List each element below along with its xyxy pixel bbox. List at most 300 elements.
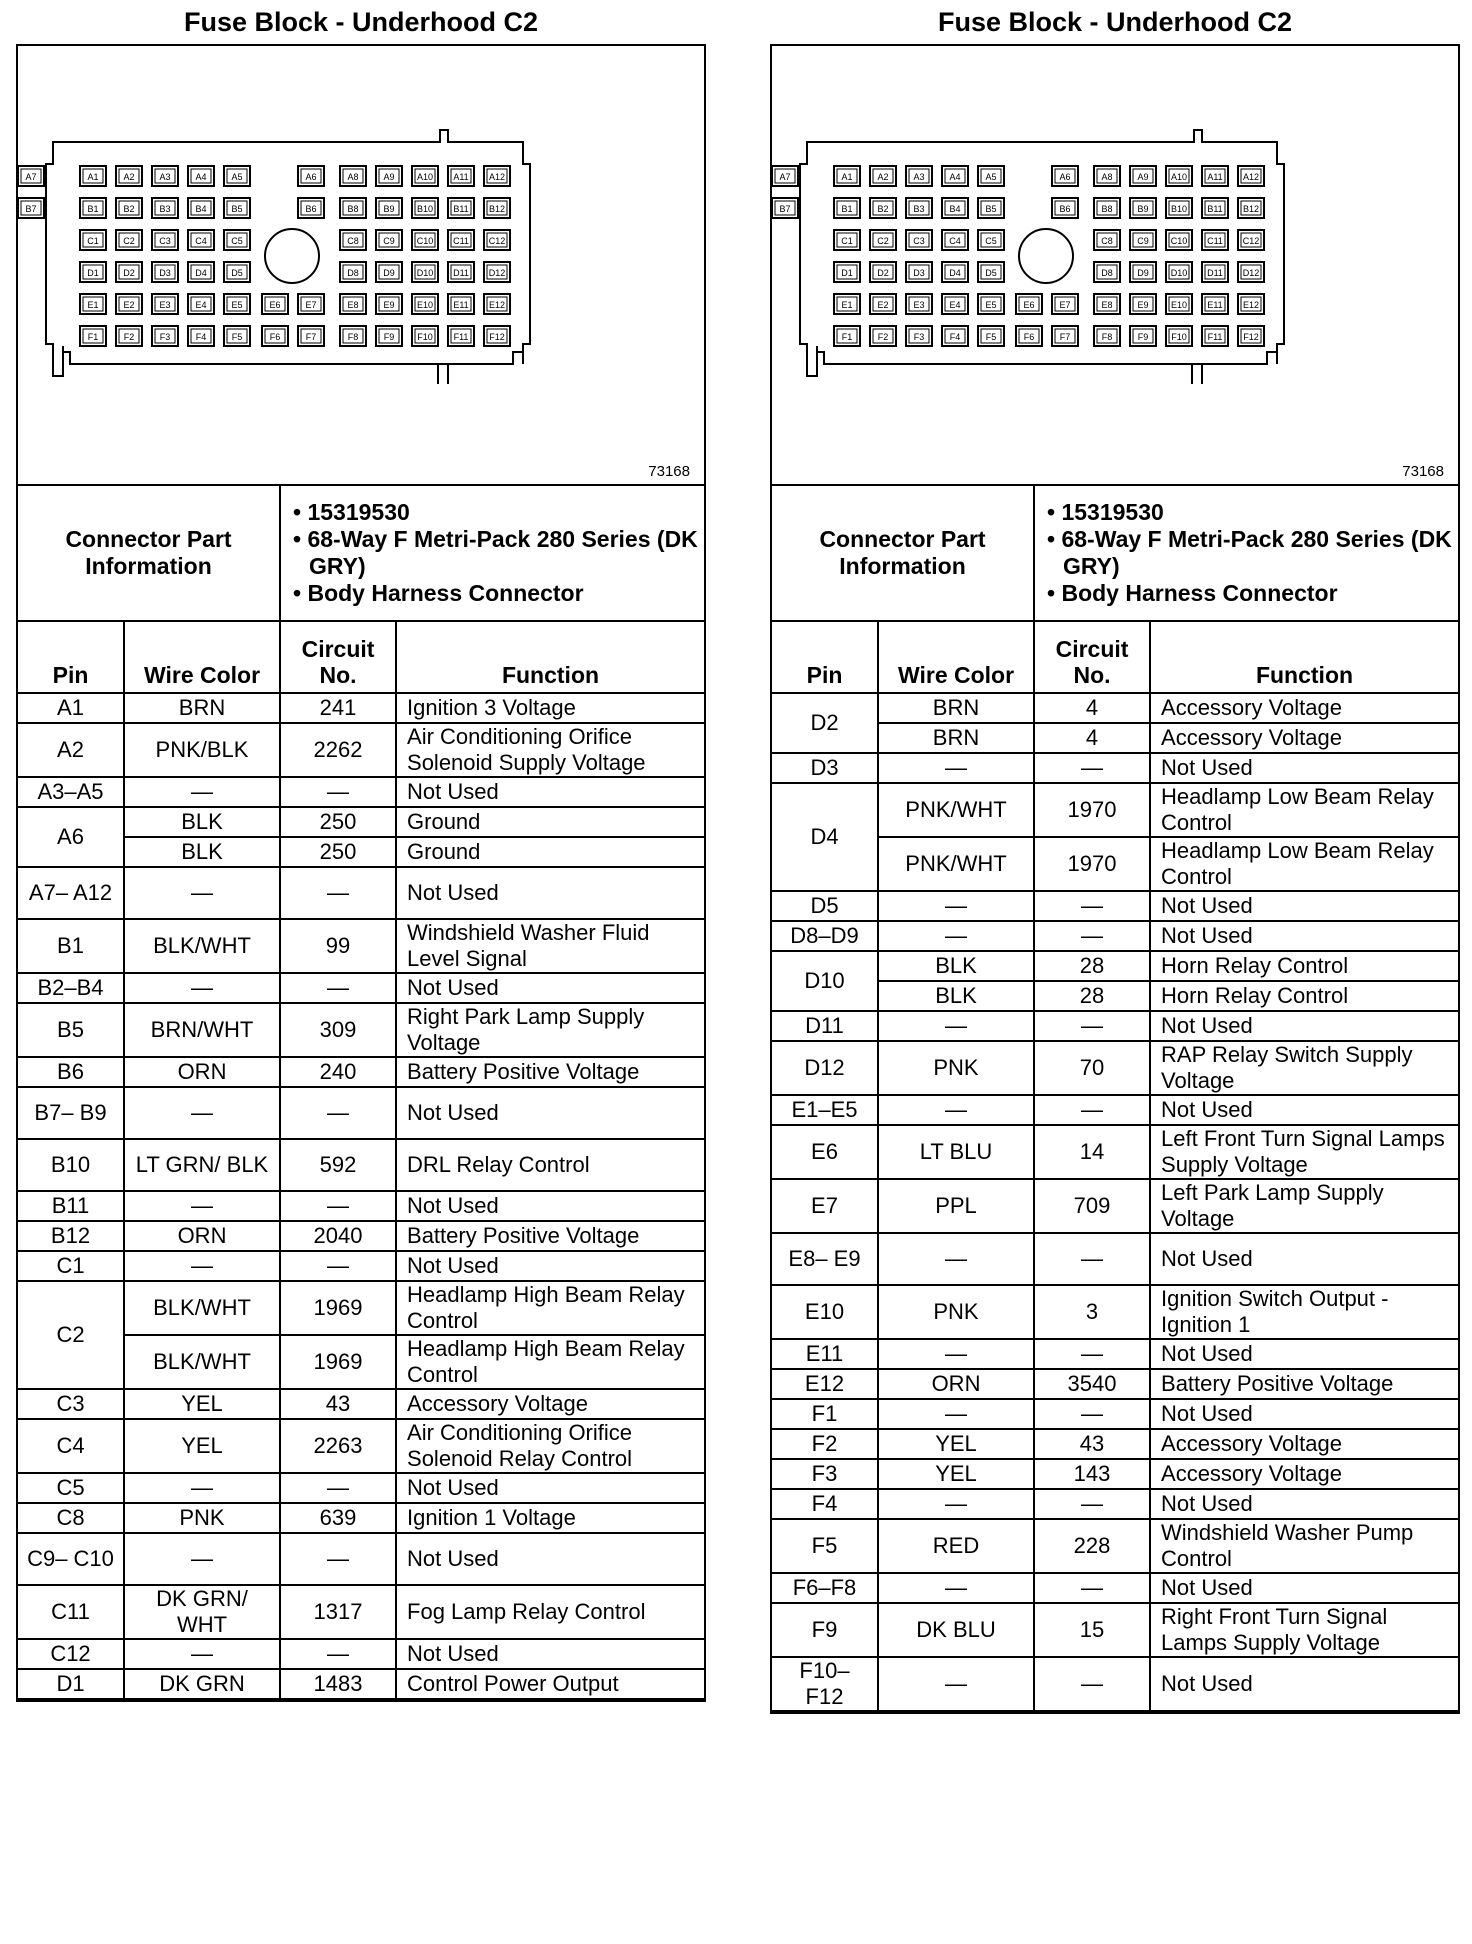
pin-label: B5 — [231, 204, 243, 214]
pin-label: D4 — [195, 268, 207, 278]
function-cell: Not Used — [396, 1251, 704, 1281]
pin-cell: B2–B4 — [18, 973, 124, 1003]
connector-sheet — [16, 44, 706, 1702]
connector-key-circle — [1019, 229, 1073, 283]
pin-cell: E7 — [772, 1179, 878, 1233]
circuit-cell: 250 — [280, 807, 396, 837]
pin-label: E3 — [913, 300, 925, 310]
function-cell: Left Park Lamp Supply Voltage — [1150, 1179, 1458, 1233]
function-cell: Not Used — [396, 1533, 704, 1585]
pin-label: F9 — [383, 332, 395, 342]
pin-label: E3 — [159, 300, 171, 310]
pin-label: B4 — [195, 204, 207, 214]
circuit-cell: 15 — [1034, 1603, 1150, 1657]
wire-color-cell: — — [124, 1087, 280, 1139]
pin-label: A8 — [1101, 172, 1113, 182]
pin-label: E11 — [453, 300, 469, 310]
pin-label: B9 — [383, 204, 395, 214]
wire-color-cell: — — [124, 1533, 280, 1585]
pin-label: E2 — [123, 300, 135, 310]
table-row — [18, 1281, 704, 1335]
pin-cell: D8–D9 — [772, 921, 878, 951]
table-row — [772, 753, 1458, 783]
pin-label: F1 — [841, 332, 853, 342]
circuit-cell: — — [280, 1533, 396, 1585]
circuit-cell: 1970 — [1034, 837, 1150, 891]
function-cell: Not Used — [396, 777, 704, 807]
table-row — [772, 1459, 1458, 1489]
pin-label: F10 — [417, 332, 433, 342]
pin-label: C9 — [1137, 236, 1149, 246]
pin-label: A2 — [123, 172, 135, 182]
pin-cell: F4 — [772, 1489, 878, 1519]
table-row — [18, 867, 704, 919]
pin-cell: F3 — [772, 1459, 878, 1489]
table-row — [18, 1473, 704, 1503]
pin-label: D10 — [1170, 268, 1188, 278]
pin-cell: F6–F8 — [772, 1573, 878, 1603]
pin-label: B2 — [123, 204, 135, 214]
pin-label: D9 — [1137, 268, 1149, 278]
pin-label: C5 — [231, 236, 243, 246]
pin-cell: A1 — [18, 693, 124, 723]
wire-color-cell: YEL — [878, 1429, 1034, 1459]
table-row — [18, 1533, 704, 1585]
wire-color-cell: BLK — [124, 807, 280, 837]
table-row — [18, 1191, 704, 1221]
pin-label: B6 — [1059, 204, 1071, 214]
pin-label: F7 — [1059, 332, 1071, 342]
circuit-cell: 28 — [1034, 951, 1150, 981]
pin-label: B7 — [25, 204, 37, 214]
pin-label: F4 — [949, 332, 961, 342]
pin-label: A11 — [1207, 172, 1223, 182]
connector-key-circle — [265, 229, 319, 283]
wire-color-cell: PNK — [878, 1285, 1034, 1339]
pin-label: C2 — [877, 236, 889, 246]
table-row — [18, 1003, 704, 1057]
circuit-cell: 43 — [280, 1389, 396, 1419]
pin-label: F5 — [231, 332, 243, 342]
pin-label: A5 — [231, 172, 243, 182]
circuit-cell: 709 — [1034, 1179, 1150, 1233]
function-cell: Battery Positive Voltage — [1150, 1369, 1458, 1399]
function-cell: Not Used — [1150, 1489, 1458, 1519]
pin-label: F1 — [87, 332, 99, 342]
pin-label: A1 — [87, 172, 99, 182]
pin-label: D2 — [123, 268, 135, 278]
circuit-cell: — — [1034, 753, 1150, 783]
pin-label: B12 — [488, 204, 506, 214]
table-row — [772, 1125, 1458, 1179]
pin-label: B3 — [913, 204, 925, 214]
pin-cell: F9 — [772, 1603, 878, 1657]
pin-cell: E1–E5 — [772, 1095, 878, 1125]
function-header: Function — [1150, 621, 1458, 693]
connector-description: • Body Harness Connector — [1041, 580, 1452, 607]
function-cell: Ignition Switch Output - Ignition 1 — [1150, 1285, 1458, 1339]
pin-cell: F2 — [772, 1429, 878, 1459]
pin-label: D11 — [453, 268, 469, 278]
function-cell: Ignition 1 Voltage — [396, 1503, 704, 1533]
pin-label: E6 — [1023, 300, 1035, 310]
pin-cell: B7– B9 — [18, 1087, 124, 1139]
pin-label: F6 — [269, 332, 281, 342]
table-row — [18, 693, 704, 723]
pin-label: E4 — [949, 300, 961, 310]
connector-sheet — [770, 44, 1460, 1714]
function-cell: Accessory Voltage — [1150, 693, 1458, 723]
circuit-cell: — — [1034, 1657, 1150, 1711]
function-cell: Ground — [396, 837, 704, 867]
function-cell: Fog Lamp Relay Control — [396, 1585, 704, 1639]
pin-label: D4 — [949, 268, 961, 278]
pin-label: D12 — [1242, 268, 1260, 278]
wire-color-cell: RED — [878, 1519, 1034, 1573]
pin-header: Pin — [18, 621, 124, 693]
pin-label: D10 — [416, 268, 434, 278]
table-row — [18, 1251, 704, 1281]
pin-cell: D1 — [18, 1669, 124, 1699]
circuit-cell: 3540 — [1034, 1369, 1150, 1399]
function-cell: Not Used — [396, 1473, 704, 1503]
table-row — [18, 1221, 704, 1251]
pin-label: B10 — [416, 204, 434, 214]
connector-description: • Body Harness Connector — [287, 580, 698, 607]
pin-label: B8 — [1101, 204, 1113, 214]
connector-face-drawing — [18, 46, 704, 482]
pin-cell: E8– E9 — [772, 1233, 878, 1285]
pin-label: F4 — [195, 332, 207, 342]
function-cell: Ground — [396, 807, 704, 837]
table-row — [18, 1585, 704, 1639]
panel-title: Fuse Block - Underhood C2 — [937, 7, 1293, 37]
pin-label: D12 — [488, 268, 506, 278]
pin-label: C8 — [1101, 236, 1113, 246]
table-row — [772, 1095, 1458, 1125]
wire-color-cell: — — [124, 1639, 280, 1669]
pin-cell: E10 — [772, 1285, 878, 1339]
circuit-cell: — — [280, 1087, 396, 1139]
pin-label: C1 — [841, 236, 853, 246]
pin-label: B9 — [1137, 204, 1149, 214]
left-panel — [16, 0, 706, 1702]
function-cell: Not Used — [1150, 1233, 1458, 1285]
pin-label: D8 — [1101, 268, 1113, 278]
circuit-cell: 228 — [1034, 1519, 1150, 1573]
pin-label: B3 — [159, 204, 171, 214]
function-cell: Air Conditioning Orifice Solenoid Relay Control — [396, 1419, 704, 1473]
pin-label: D8 — [347, 268, 359, 278]
wire-color-cell: BLK — [878, 981, 1034, 1011]
table-row — [772, 1429, 1458, 1459]
pin-label: A9 — [1137, 172, 1149, 182]
pin-label: B4 — [949, 204, 961, 214]
pin-cell: C3 — [18, 1389, 124, 1419]
circuit-cell: 99 — [280, 919, 396, 973]
circuit-cell: — — [280, 1251, 396, 1281]
circuit-cell: — — [1034, 1011, 1150, 1041]
circuit-cell: 4 — [1034, 723, 1150, 753]
wire-color-cell: — — [124, 867, 280, 919]
wire-color-cell: PPL — [878, 1179, 1034, 1233]
function-cell: Left Front Turn Signal Lamps Supply Voltage — [1150, 1125, 1458, 1179]
function-cell: Not Used — [1150, 1657, 1458, 1711]
pin-cell: C4 — [18, 1419, 124, 1473]
pin-label: B2 — [877, 204, 889, 214]
pin-label: F8 — [1101, 332, 1113, 342]
pin-label: F2 — [877, 332, 889, 342]
table-row — [772, 1369, 1458, 1399]
function-cell: Horn Relay Control — [1150, 981, 1458, 1011]
wire-color-cell: BLK — [124, 837, 280, 867]
pin-label: E8 — [347, 300, 359, 310]
pin-label: C11 — [453, 236, 469, 246]
table-row — [18, 1389, 704, 1419]
wire-color-cell: — — [124, 1191, 280, 1221]
wire-color-cell: DK BLU — [878, 1603, 1034, 1657]
circuit-cell: 1969 — [280, 1281, 396, 1335]
pin-label: B7 — [779, 204, 791, 214]
function-cell: Control Power Output — [396, 1669, 704, 1699]
pin-cell: D11 — [772, 1011, 878, 1041]
circuit-cell: 14 — [1034, 1125, 1150, 1179]
pin-label: C3 — [913, 236, 925, 246]
circuit-cell: — — [1034, 1399, 1150, 1429]
pin-label: D3 — [159, 268, 171, 278]
pin-label: F12 — [489, 332, 505, 342]
function-cell: Battery Positive Voltage — [396, 1057, 704, 1087]
header-row — [772, 621, 1458, 693]
wire-color-cell: BRN/WHT — [124, 1003, 280, 1057]
pin-cell: B6 — [18, 1057, 124, 1087]
pin-label: B1 — [87, 204, 99, 214]
pin-cell: F1 — [772, 1399, 878, 1429]
part-number: • 15319530 — [1041, 499, 1452, 526]
table-row — [18, 1639, 704, 1669]
function-cell: Windshield Washer Pump Control — [1150, 1519, 1458, 1573]
pin-label: A4 — [195, 172, 207, 182]
circuit-header: Circuit No. — [1034, 621, 1150, 693]
circuit-cell: 1969 — [280, 1335, 396, 1389]
pin-label: C11 — [1207, 236, 1223, 246]
pin-label: B1 — [841, 204, 853, 214]
connector-type: • 68-Way F Metri-Pack 280 Series (DK GRY) — [287, 526, 698, 580]
connector-diagram — [18, 46, 704, 486]
pin-label: A1 — [841, 172, 853, 182]
pin-label: F11 — [1207, 332, 1223, 342]
circuit-cell: — — [280, 1639, 396, 1669]
pin-label: F8 — [347, 332, 359, 342]
pin-cell: A2 — [18, 723, 124, 777]
pin-header: Pin — [772, 621, 878, 693]
pin-label: C1 — [87, 236, 99, 246]
pin-label: B11 — [1207, 204, 1223, 214]
function-cell: Ignition 3 Voltage — [396, 693, 704, 723]
pin-label: E10 — [416, 300, 434, 310]
pin-label: D9 — [383, 268, 395, 278]
panel-title: Fuse Block - Underhood C2 — [183, 7, 539, 37]
pin-label: A7 — [779, 172, 791, 182]
function-cell: Not Used — [396, 973, 704, 1003]
pin-label: A8 — [347, 172, 359, 182]
table-row — [772, 783, 1458, 837]
pin-cell: E6 — [772, 1125, 878, 1179]
function-cell: Not Used — [396, 1087, 704, 1139]
pin-label: C12 — [1242, 236, 1260, 246]
table-row — [772, 1041, 1458, 1095]
pin-cell: B12 — [18, 1221, 124, 1251]
wire-color-cell: BLK/WHT — [124, 1335, 280, 1389]
circuit-cell: — — [280, 973, 396, 1003]
wire-color-cell: — — [878, 1233, 1034, 1285]
pin-label: E1 — [87, 300, 99, 310]
part-number: • 15319530 — [287, 499, 698, 526]
connector-info-label: Connector Part Information — [772, 486, 1034, 621]
pin-label: F7 — [305, 332, 317, 342]
pin-cell: C12 — [18, 1639, 124, 1669]
table-row — [18, 1419, 704, 1473]
circuit-cell: 28 — [1034, 981, 1150, 1011]
circuit-cell: 1317 — [280, 1585, 396, 1639]
table-row — [772, 693, 1458, 723]
function-cell: Horn Relay Control — [1150, 951, 1458, 981]
table-row — [772, 1519, 1458, 1573]
pin-label: A6 — [305, 172, 317, 182]
pin-label: C5 — [985, 236, 997, 246]
wire-color-cell: BRN — [878, 723, 1034, 753]
connector-info-row — [18, 486, 704, 621]
pin-cell: D2 — [772, 693, 878, 753]
pin-cell: A3–A5 — [18, 777, 124, 807]
wire-color-header: Wire Color — [124, 621, 280, 693]
function-cell: Headlamp High Beam Relay Control — [396, 1335, 704, 1389]
pin-cell: A7– A12 — [18, 867, 124, 919]
wire-color-cell: ORN — [124, 1057, 280, 1087]
wire-color-cell: — — [124, 973, 280, 1003]
pin-label: D5 — [231, 268, 243, 278]
function-cell: Not Used — [396, 1639, 704, 1669]
pin-label: A5 — [985, 172, 997, 182]
pin-label: F2 — [123, 332, 135, 342]
pin-label: A3 — [913, 172, 925, 182]
function-cell: Not Used — [1150, 921, 1458, 951]
pin-label: E9 — [1137, 300, 1149, 310]
pin-label: E5 — [985, 300, 997, 310]
pin-label: A3 — [159, 172, 171, 182]
pin-label: A12 — [488, 172, 506, 182]
circuit-cell: — — [280, 1191, 396, 1221]
wire-color-cell: — — [878, 1573, 1034, 1603]
pin-label: C4 — [195, 236, 207, 246]
function-cell: Battery Positive Voltage — [396, 1221, 704, 1251]
pin-label: C2 — [123, 236, 135, 246]
wire-color-cell: YEL — [878, 1459, 1034, 1489]
pin-label: F9 — [1137, 332, 1149, 342]
circuit-cell: 250 — [280, 837, 396, 867]
pin-cell: C2 — [18, 1281, 124, 1389]
table-row — [772, 951, 1458, 981]
table-row — [18, 1087, 704, 1139]
connector-type: • 68-Way F Metri-Pack 280 Series (DK GRY) — [1041, 526, 1452, 580]
function-cell: Not Used — [1150, 1011, 1458, 1041]
pin-label: D11 — [1207, 268, 1223, 278]
wire-color-cell: YEL — [124, 1419, 280, 1473]
circuit-cell: 309 — [280, 1003, 396, 1057]
pin-label: A12 — [1242, 172, 1260, 182]
pin-cell: C8 — [18, 1503, 124, 1533]
function-cell: Right Front Turn Signal Lamps Supply Voltage — [1150, 1603, 1458, 1657]
connector-face-drawing — [772, 46, 1458, 482]
circuit-header: Circuit No. — [280, 621, 396, 693]
pin-cell: B10 — [18, 1139, 124, 1191]
function-header: Function — [396, 621, 704, 693]
circuit-cell: 592 — [280, 1139, 396, 1191]
circuit-cell: — — [280, 867, 396, 919]
pin-cell: D10 — [772, 951, 878, 1011]
function-cell: Not Used — [1150, 891, 1458, 921]
wire-color-header: Wire Color — [878, 621, 1034, 693]
table-row — [772, 1285, 1458, 1339]
pin-label: B12 — [1242, 204, 1260, 214]
table-row — [18, 1503, 704, 1533]
pin-cell: B5 — [18, 1003, 124, 1057]
table-row — [772, 1489, 1458, 1519]
wire-color-cell: — — [878, 1339, 1034, 1369]
wire-color-cell: LT BLU — [878, 1125, 1034, 1179]
wire-color-cell: LT GRN/ BLK — [124, 1139, 280, 1191]
circuit-cell: 1483 — [280, 1669, 396, 1699]
pin-label: F10 — [1171, 332, 1187, 342]
circuit-cell: 241 — [280, 693, 396, 723]
pin-label: E4 — [195, 300, 207, 310]
pin-cell: D4 — [772, 783, 878, 891]
wire-color-cell: ORN — [878, 1369, 1034, 1399]
function-cell: Windshield Washer Fluid Level Signal — [396, 919, 704, 973]
pin-label: E6 — [269, 300, 281, 310]
wire-color-cell: — — [878, 1657, 1034, 1711]
pin-cell: B11 — [18, 1191, 124, 1221]
pin-cell: F10– F12 — [772, 1657, 878, 1711]
circuit-cell: 2040 — [280, 1221, 396, 1251]
pinout-table — [18, 486, 704, 1700]
table-row — [772, 1011, 1458, 1041]
function-cell: Accessory Voltage — [396, 1389, 704, 1419]
wire-color-cell: — — [878, 891, 1034, 921]
pin-label: B8 — [347, 204, 359, 214]
circuit-cell: 70 — [1034, 1041, 1150, 1095]
pin-label: C10 — [416, 236, 434, 246]
circuit-cell: 143 — [1034, 1459, 1150, 1489]
pin-label: F12 — [1243, 332, 1259, 342]
figure-number: 73168 — [1402, 463, 1444, 480]
table-row — [772, 1179, 1458, 1233]
circuit-cell: — — [1034, 891, 1150, 921]
pin-label: E11 — [1207, 300, 1223, 310]
function-cell: Headlamp High Beam Relay Control — [396, 1281, 704, 1335]
wire-color-cell: DK GRN — [124, 1669, 280, 1699]
wire-color-cell: ORN — [124, 1221, 280, 1251]
connector-info-label: Connector Part Information — [18, 486, 280, 621]
function-cell: Not Used — [1150, 1573, 1458, 1603]
pin-label: E7 — [1059, 300, 1071, 310]
function-cell: DRL Relay Control — [396, 1139, 704, 1191]
pin-label: E10 — [1170, 300, 1188, 310]
pin-cell: D5 — [772, 891, 878, 921]
pin-label: E9 — [383, 300, 395, 310]
circuit-cell: 3 — [1034, 1285, 1150, 1339]
pin-label: C4 — [949, 236, 961, 246]
